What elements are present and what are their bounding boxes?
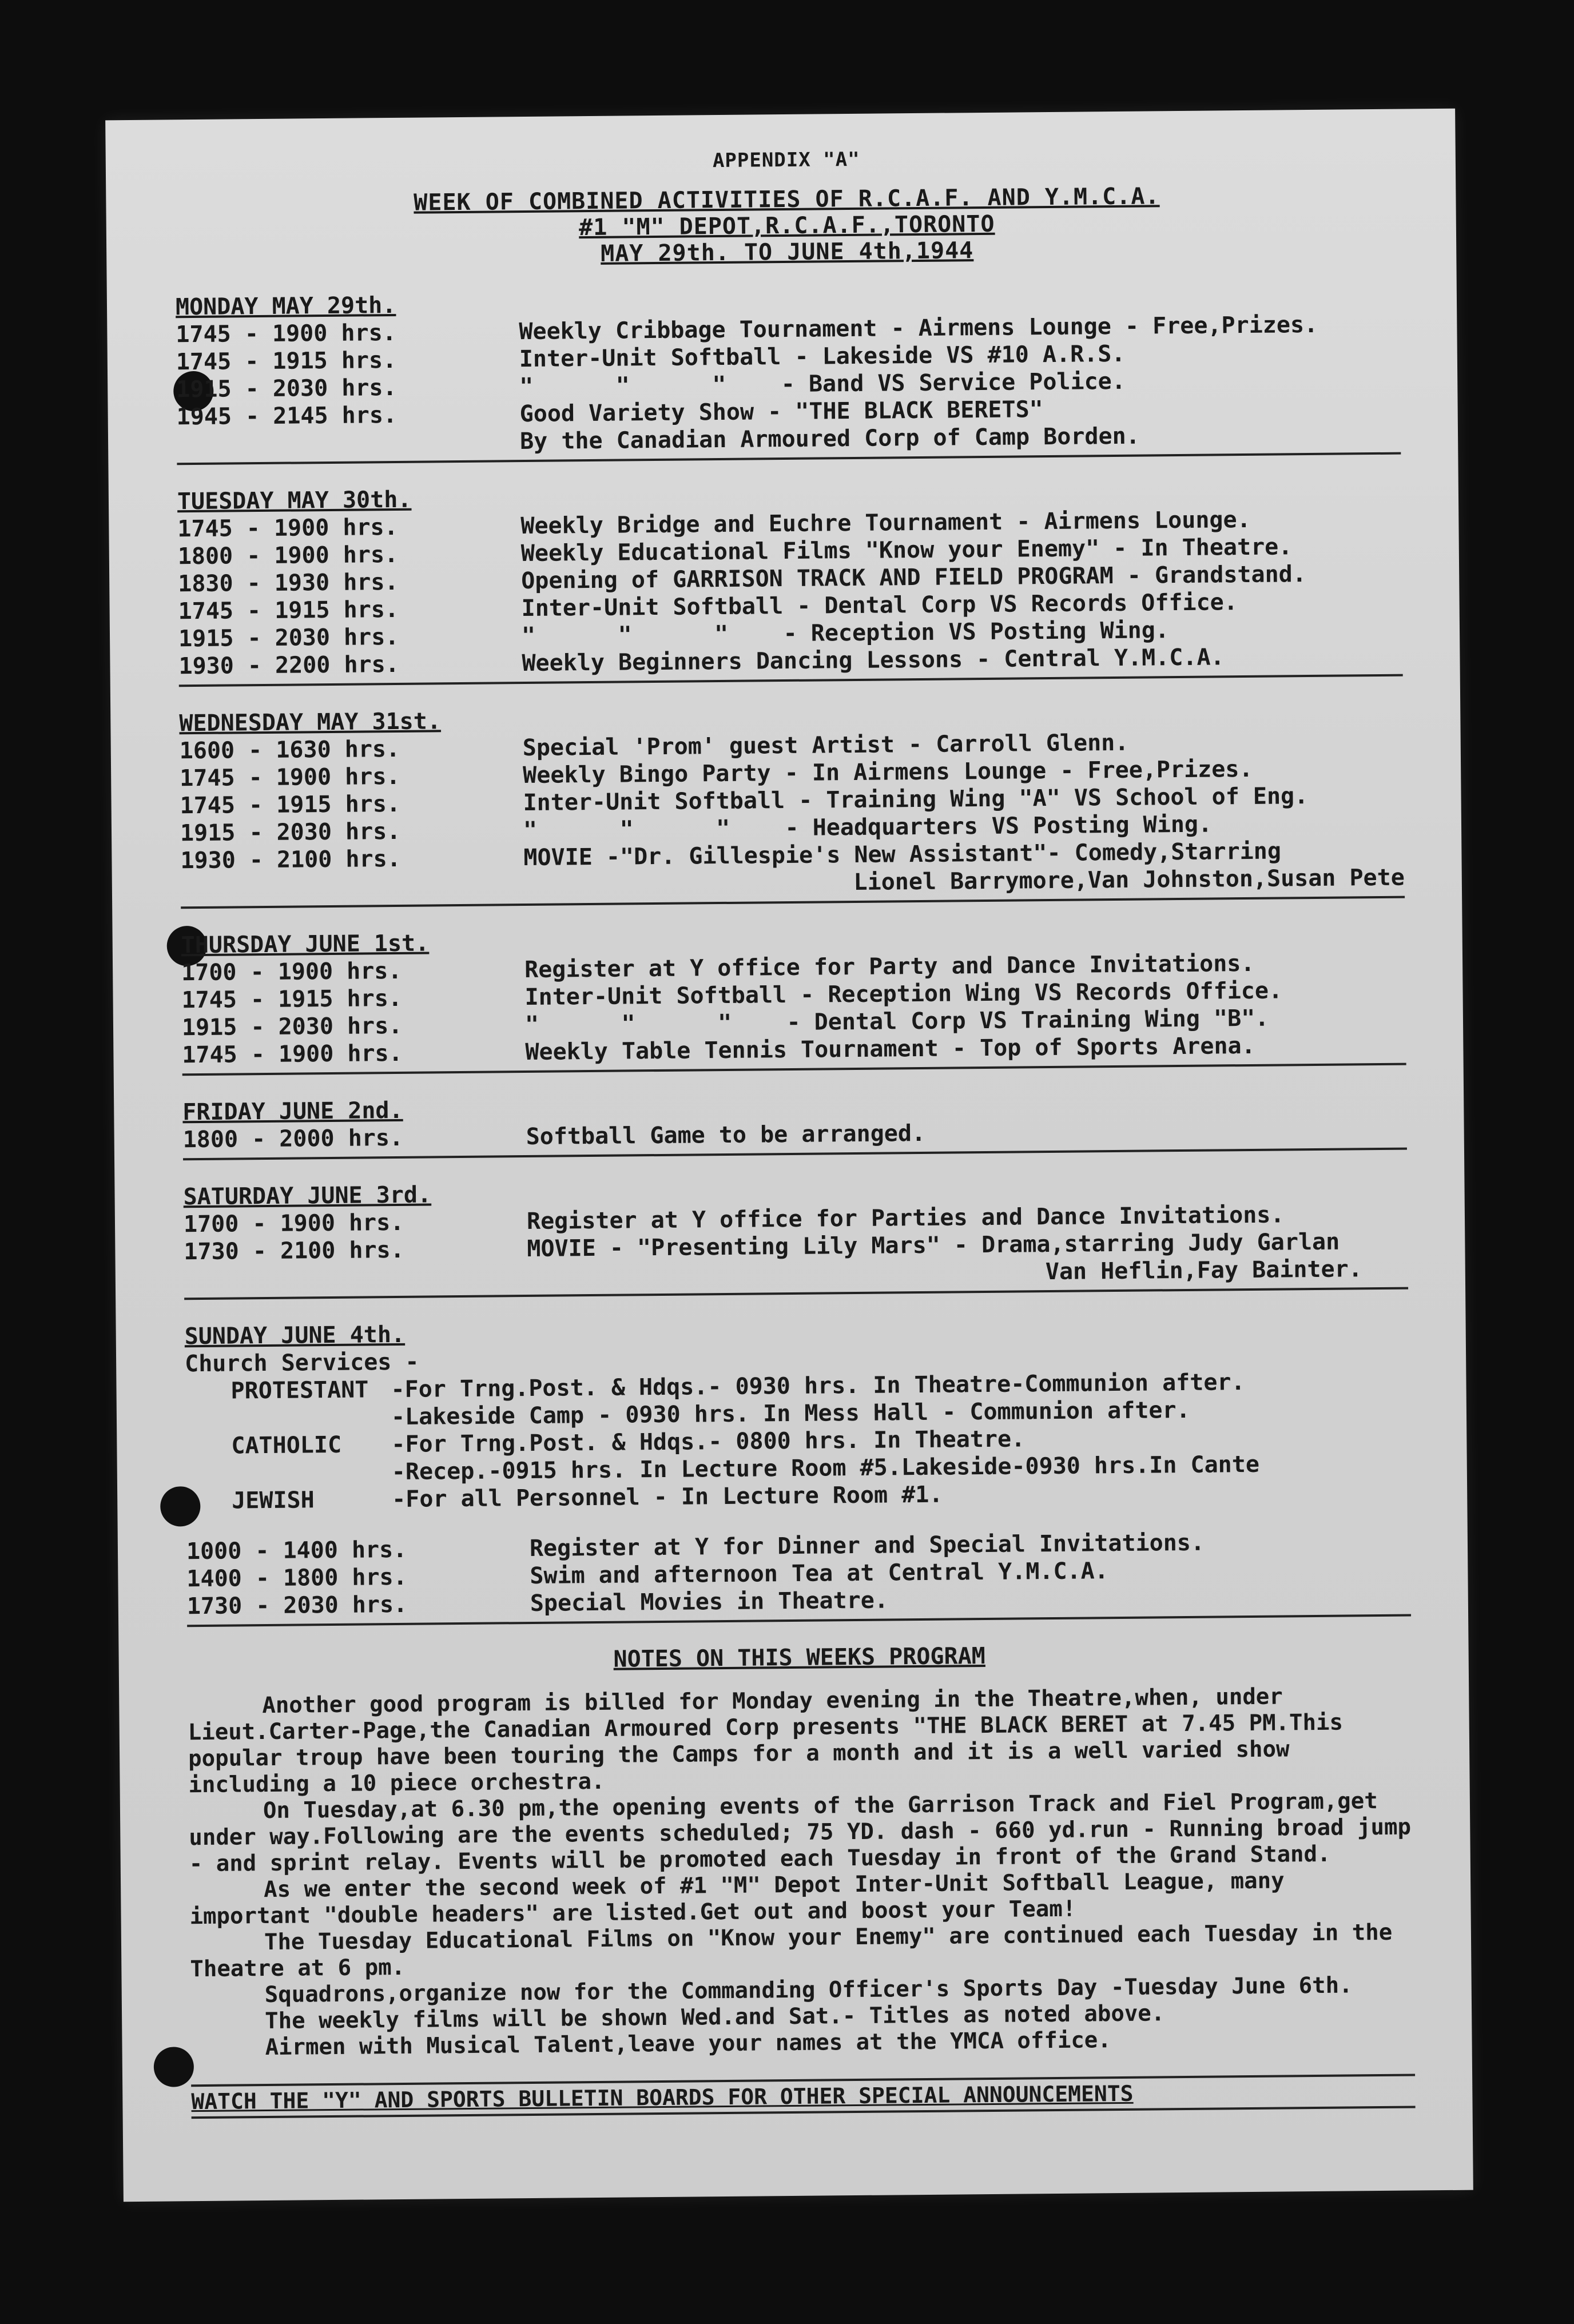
- time: 1600 - 1630 hrs.: [179, 735, 400, 765]
- day-section-saturday: [183, 1173, 1408, 1300]
- activity: Register at Y office for Parties and Dance Invitations.: [526, 1201, 1285, 1235]
- activity: Register at Y office for Party and Dance Invitations.: [524, 950, 1255, 984]
- notes-paragraph: As we enter the second week of #1 "M" Depot Inter-Unit Softball League, many important "double headers" are listed.Get out and boost your Team!: [189, 1868, 1285, 1930]
- document-page: [105, 109, 1473, 2202]
- activity: " " " - Headquarters VS Posting Wing.: [523, 811, 1213, 844]
- notes-body: [188, 1683, 1415, 2062]
- denomination: [186, 1458, 392, 1487]
- day-section-tuesday: [177, 477, 1403, 687]
- time: 1745 - 1915 hrs.: [180, 790, 401, 819]
- time: 1930 - 2100 hrs.: [180, 845, 401, 874]
- time: 1700 - 1900 hrs.: [183, 1209, 404, 1238]
- time: 1745 - 1900 hrs.: [176, 319, 396, 348]
- notes-paragraph: On Tuesday,at 6.30 pm,the opening events of the Garrison Track and Fiel Program,get under way.Following are the events scheduled; 75 YD. dash - 660 yd.run - Running broad jump - and sprint relay. Events will be promoted each Tuesday in front of the Grand Stand.: [189, 1788, 1412, 1877]
- activity: Weekly Bridge and Euchre Tournament - Airmens Lounge.: [520, 506, 1251, 540]
- day-title: SUNDAY JUNE 4th.: [184, 1321, 406, 1350]
- activity: MOVIE - "Presenting Lily Mars" - Drama,starring Judy Garlan: [527, 1228, 1340, 1263]
- notes-paragraph: Squadrons,organize now for the Commanding Officer's Sports Day -Tuesday June 6th.: [264, 1972, 1353, 2008]
- time: 1930 - 2200 hrs.: [178, 651, 399, 680]
- notes-paragraph: The Tuesday Educational Films on "Know your Enemy" are continued each Tuesday in the Theatre at 6 pm.: [190, 1919, 1393, 1983]
- activity: " " " - Dental Corp VS Training Wing "B".: [524, 1005, 1269, 1038]
- day-section-monday: [176, 283, 1401, 465]
- day-section-sunday: [185, 1312, 1412, 1627]
- church-services-label: Church Services -: [184, 1348, 419, 1378]
- time: 1915 - 2030 hrs.: [176, 374, 397, 403]
- activity: Inter-Unit Softball - Dental Corp VS Records Office.: [521, 589, 1238, 622]
- activity: " " " - Band VS Service Police.: [519, 368, 1126, 400]
- service-details: -Recep.-0915 hrs. In Lecture Room #5.Lakeside-0930 hrs.In Cante: [391, 1451, 1260, 1486]
- time: 1800 - 2000 hrs.: [182, 1124, 404, 1153]
- time: 1915 - 2030 hrs.: [181, 1012, 403, 1041]
- activity: Weekly Beginners Dancing Lessons - Central Y.M.C.A.: [522, 644, 1225, 677]
- day-title: THURSDAY JUNE 1st.: [181, 930, 430, 959]
- time: 1700 - 1900 hrs.: [181, 957, 402, 986]
- document-content: [174, 144, 1416, 2119]
- activity: " " " - Reception VS Posting Wing.: [521, 617, 1170, 650]
- time: 1400 - 1800 hrs.: [186, 1563, 407, 1593]
- service-details: -Lakeside Camp - 0930 hrs. In Mess Hall - Communion after.: [391, 1396, 1190, 1431]
- time: 1745 - 1900 hrs.: [180, 763, 400, 792]
- header-line-2: #1 "M" DEPOT,R.C.A.F.,TORONTO: [578, 210, 995, 241]
- time: 1945 - 2145 hrs.: [176, 401, 398, 431]
- activity: Good Variety Show - "THE BLACK BERETS": [519, 396, 1043, 428]
- time: 1745 - 1900 hrs.: [177, 514, 398, 543]
- activity: Weekly Bingo Party - In Airmens Lounge - Free,Prizes.: [522, 755, 1253, 789]
- activity-continuation: Van Heflin,Fay Bainter.: [1045, 1256, 1362, 1286]
- day-section-wednesday: [179, 699, 1405, 909]
- time: 1745 - 1915 hrs.: [176, 347, 397, 376]
- day-title: WEDNESDAY MAY 31st.: [179, 708, 442, 737]
- notes-paragraph: The weekly films will be shown Wed.and Sat.- Titles as noted above.: [264, 2000, 1165, 2035]
- activity: Inter-Unit Softball - Training Wing "A" VS School of Eng.: [523, 783, 1309, 817]
- punch-hole: [154, 2047, 194, 2087]
- header-line-1: WEEK OF COMBINED ACTIVITIES OF R.C.A.F. AND Y.M.C.A.: [414, 183, 1160, 216]
- activity: Swim and afternoon Tea at Central Y.M.C.A.: [530, 1558, 1109, 1589]
- notes-paragraph: Another good program is billed for Monday evening in the Theatre,when, under Lieut.Carter-Page,the Canadian Armoured Corp presents "THE BLACK BERET at 7.45 PM.This popular troup have been touring the Camps for a month and it is a well varied show including a 10 piece orchestra.: [188, 1684, 1344, 1798]
- day-section-thursday: [181, 921, 1406, 1076]
- notes-paragraph: Airmen with Musical Talent,leave your names at the YMCA office.: [265, 2027, 1111, 2061]
- service-details: -For Trng.Post. & Hdqs.- 0930 hrs. In Theatre-Communion after.: [391, 1369, 1245, 1403]
- header-line-3: MAY 29th. TO JUNE 4th,1944: [600, 237, 974, 267]
- day-title: TUESDAY MAY 30th.: [177, 486, 412, 515]
- time: 1000 - 1400 hrs.: [186, 1536, 407, 1565]
- day-section-friday: [182, 1088, 1407, 1161]
- activity: Weekly Educational Films "Know your Enemy" - In Theatre.: [520, 534, 1293, 567]
- service-details: -For all Personnel - In Lecture Room #1.: [392, 1481, 943, 1513]
- time: 1915 - 2030 hrs.: [180, 818, 401, 847]
- time: 1915 - 2030 hrs.: [178, 623, 399, 652]
- time: 1800 - 1900 hrs.: [177, 541, 399, 570]
- time: 1730 - 2100 hrs.: [184, 1236, 404, 1266]
- day-title: SATURDAY JUNE 3rd.: [183, 1181, 432, 1211]
- activity-continuation: Lionel Barrymore,Van Johnston,Susan Pete: [853, 864, 1405, 896]
- activity: Special 'Prom' guest Artist - Carroll Glenn.: [522, 729, 1129, 762]
- footer-announcement: WATCH THE "Y" AND SPORTS BULLETIN BOARDS FOR OTHER SPECIAL ANNOUNCEMENTS: [191, 2074, 1415, 2119]
- activity: Weekly Table Tennis Tournament - Top of Sports Arena.: [525, 1032, 1255, 1066]
- denomination: [185, 1403, 391, 1432]
- activity: Register at Y for Dinner and Special Invitations.: [529, 1529, 1205, 1562]
- day-title: FRIDAY JUNE 2nd.: [182, 1097, 403, 1126]
- denomination: PROTESTANT: [230, 1376, 369, 1404]
- time: 1830 - 1930 hrs.: [178, 568, 399, 598]
- activity: Softball Game to be arranged.: [526, 1120, 926, 1151]
- appendix-label: APPENDIX "A": [712, 148, 860, 173]
- denomination: CATHOLIC: [231, 1431, 342, 1459]
- time: 1730 - 2030 hrs.: [186, 1591, 408, 1620]
- activity: Inter-Unit Softball - Reception Wing VS Records Office.: [524, 977, 1283, 1011]
- notes-title: NOTES ON THIS WEEKS PROGRAM: [613, 1643, 985, 1673]
- day-title: MONDAY MAY 29th.: [175, 292, 396, 321]
- activity: Weekly Cribbage Tournament - Airmens Lounge - Free,Prizes.: [519, 311, 1318, 345]
- time: 1745 - 1900 hrs.: [182, 1040, 403, 1069]
- time: 1745 - 1915 hrs.: [181, 985, 403, 1014]
- activity: Opening of GARRISON TRACK AND FIELD PROGRAM - Grandstand.: [521, 561, 1307, 595]
- denomination: JEWISH: [232, 1487, 315, 1514]
- activity: Inter-Unit Softball - Lakeside VS #10 A.R.S.: [519, 340, 1126, 373]
- activity: Special Movies in Theatre.: [530, 1587, 889, 1617]
- activity-continuation: By the Canadian Armoured Corp of Camp Borden.: [519, 423, 1140, 455]
- activity: MOVIE -"Dr. Gillespie's New Assistant"- Comedy,Starring: [523, 838, 1282, 872]
- time: 1745 - 1915 hrs.: [178, 596, 399, 625]
- service-details: -For Trng.Post. & Hdqs.- 0800 hrs. In Theatre.: [391, 1426, 1026, 1458]
